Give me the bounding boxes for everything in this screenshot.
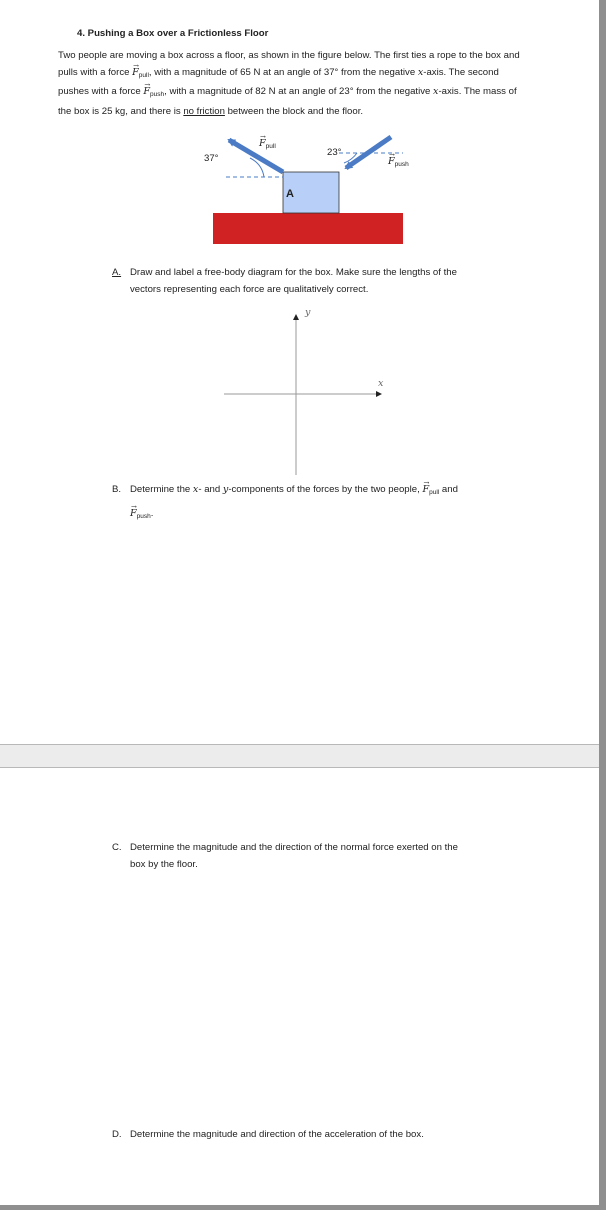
fpull-figure-label: → $F_{pull}$ <box>259 138 276 153</box>
part-d-label: D. <box>112 1129 122 1140</box>
page-2 <box>0 768 599 1205</box>
part-b-text-2: - and <box>198 484 223 495</box>
x-axis-arrowhead <box>376 391 382 397</box>
part-b-text-4: and <box>439 484 458 495</box>
part-b-text-5: . <box>150 507 154 519</box>
intro-text-5: -axis. The mass of the box is 25 kg, and there is <box>58 86 517 117</box>
intro-text-3: -axis. The second pushes with a force <box>58 66 499 98</box>
fpush-subscript: push <box>150 91 165 99</box>
fpush-symbol: → F <box>143 84 150 101</box>
intro-text-6: between the block and the floor. <box>224 105 364 117</box>
part-d-text: Determine the magnitude and direction of the acceleration of the box. <box>130 1129 424 1140</box>
problem-title: 4. Pushing a Box over a Frictionless Floor <box>77 28 269 39</box>
fpush-symbol: → F <box>130 506 137 523</box>
x-axis-label: x <box>378 378 384 389</box>
no-friction-text: no friction <box>183 105 225 117</box>
x-variable: x <box>433 86 439 98</box>
part-d <box>112 1127 532 1144</box>
intro-text-1: Two people are moving a box across a floor, as shown in the figure below. The first ties a rope to the box and pulls with a force <box>58 50 520 78</box>
part-a-text-2: vectors representing each force are qualitatively correct. <box>130 283 369 295</box>
box-label: A <box>286 188 294 200</box>
angle-23-label: 23° <box>327 147 342 158</box>
x-variable: x <box>192 484 199 495</box>
fpull-subscript: pull <box>138 71 149 79</box>
part-c-text-1: Determine the magnitude and the direction of the normal force exerted on the <box>130 842 458 853</box>
fpull-symbol: → F <box>422 482 429 499</box>
page-break <box>0 744 599 768</box>
part-c <box>112 840 532 874</box>
y-variable: y <box>222 484 229 495</box>
angle-37-label: 37° <box>204 153 219 164</box>
fpush-subscript: push <box>136 512 151 520</box>
fpull-symbol: → F <box>132 65 139 82</box>
part-a-label: A. <box>112 267 122 278</box>
intro-text-4: , with a magnitude of 82 N at an angle of 23° from the negative <box>164 86 434 98</box>
fpull-subscript: pull <box>429 489 440 496</box>
x-variable: x <box>417 66 424 78</box>
part-c-label: C. <box>112 842 122 853</box>
part-b-text-3: -components of the forces by the two people, <box>228 484 423 495</box>
y-axis-arrowhead <box>293 314 299 320</box>
part-b-label: B. <box>112 484 122 495</box>
intro-text-2: , with a magnitude of 65 N at an angle of 37° from the negative <box>148 66 418 78</box>
fpush-figure-label: → $F_{push}$ <box>388 156 409 171</box>
part-c-text-2: box by the floor. <box>130 858 198 870</box>
part-a-text-1: Draw and label a free-body diagram for the box. Make sure the lengths of the <box>130 267 457 278</box>
part-b <box>112 482 532 526</box>
part-b-text-1: Determine the <box>130 484 193 495</box>
y-axis-label: y <box>305 307 311 318</box>
